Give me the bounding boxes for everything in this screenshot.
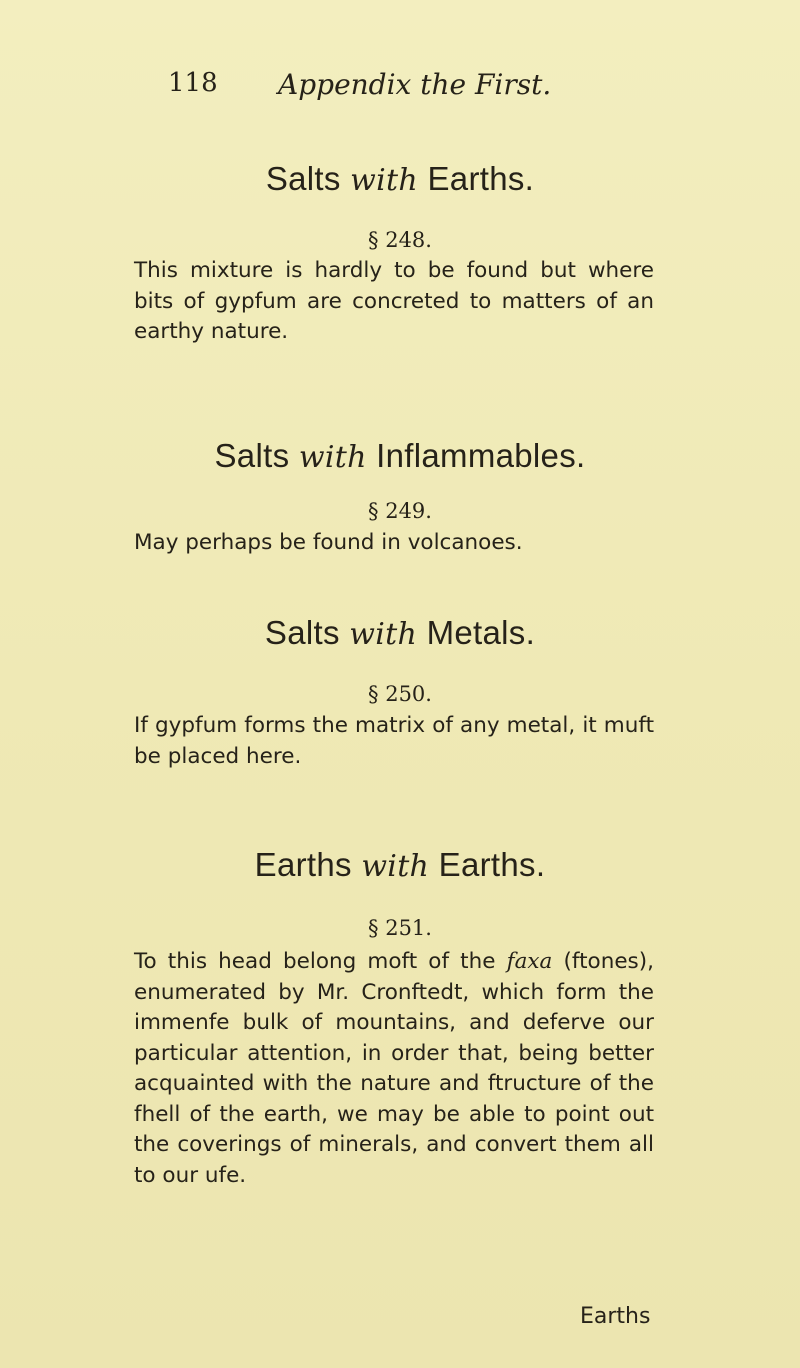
section-text-248: This mixture is hardly to be found but where bits of gypfum are concreted to matters of an earthy nature.	[134, 258, 654, 344]
running-head: Appendix the First.	[278, 68, 552, 101]
section-number-251: § 251.	[368, 916, 432, 940]
section-text-250: If gypfum forms the matrix of any metal, it muft be placed here.	[134, 713, 654, 769]
section-number-250: § 250.	[368, 682, 432, 706]
section-heading-salts-with-earths: Salts with Earths.	[265, 160, 535, 198]
section-heading-earths-with-earths: Earths with Earths.	[254, 846, 546, 884]
page-number: 118	[168, 68, 218, 98]
section-number-248: § 248.	[368, 228, 432, 252]
section-text-249: May perhaps be found in volcanoes.	[134, 530, 523, 555]
page-header	[168, 68, 728, 108]
section-text-251: To this head belong moft of the faxa (ftones), enumerated by Mr. Cronftedt, which form the immenfe bulk of mountains, and deferve our particular attention, in order that, being better acquainted with the nature and ftructure of the fhell of the earth, we may be able to point out the coverings of minerals, and convert them all to our ufe.	[134, 949, 654, 1188]
section-heading-salts-with-metals: Salts with Metals.	[264, 614, 536, 652]
section-number-249: § 249.	[368, 499, 432, 523]
section-heading-salts-with-inflammables: Salts with Inflammables.	[214, 437, 586, 475]
catchword: Earths	[580, 1304, 651, 1329]
